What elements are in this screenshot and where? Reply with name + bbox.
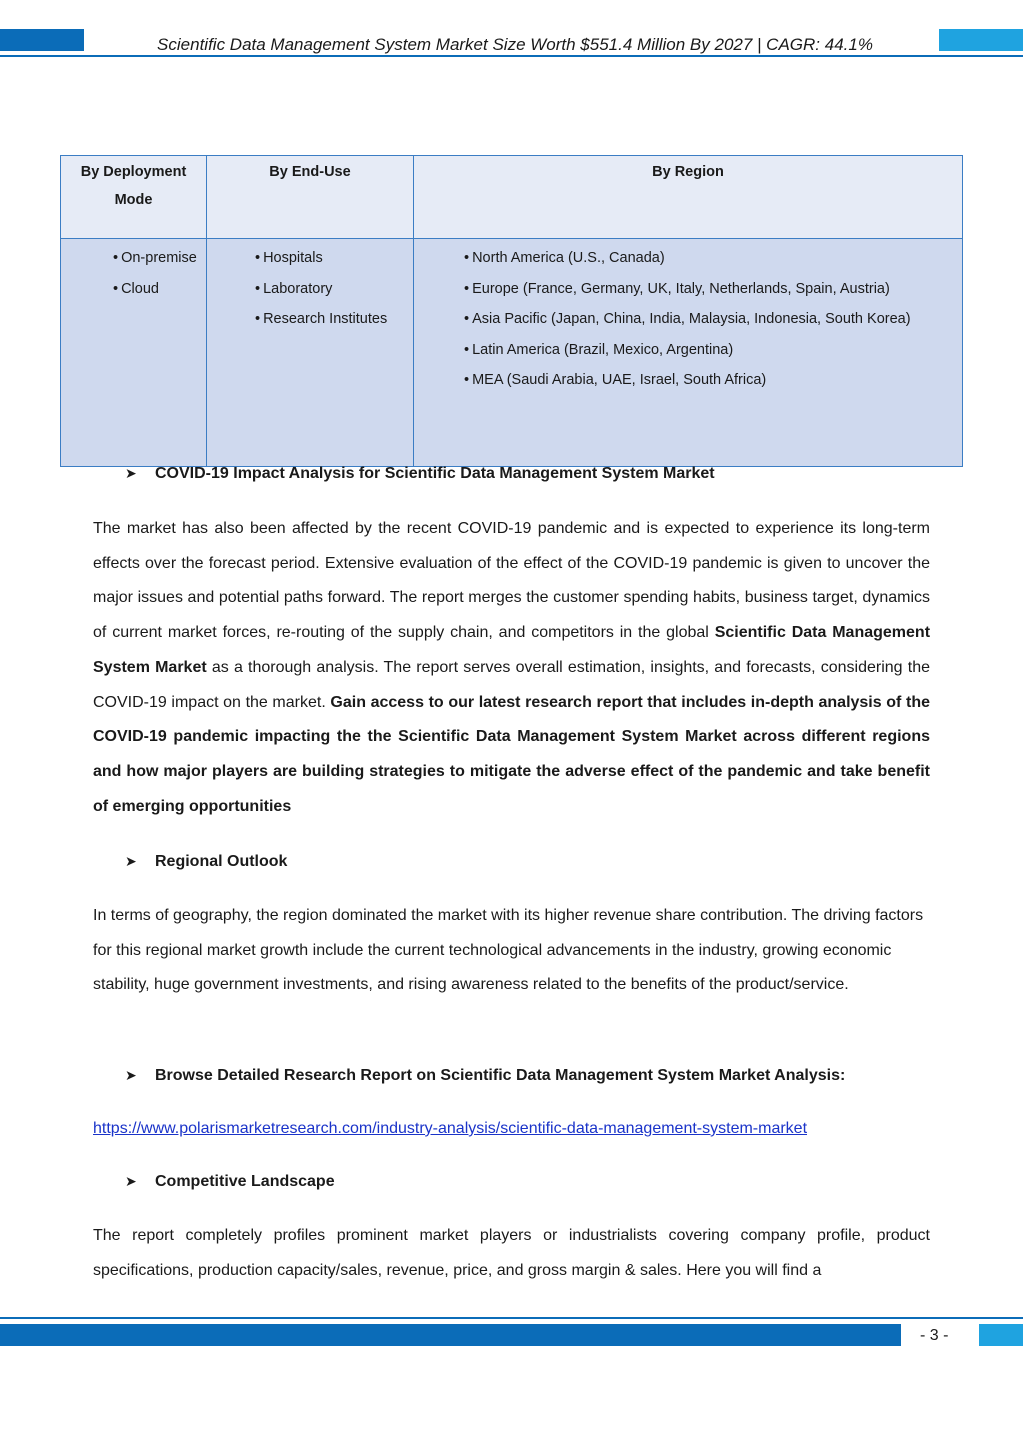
end-use-cell bbox=[207, 239, 414, 467]
covid-paragraph bbox=[93, 512, 930, 824]
arrow-bullet-icon: ➤ bbox=[125, 1173, 137, 1189]
arrow-bullet-icon: ➤ bbox=[125, 853, 137, 869]
region-cell bbox=[414, 239, 963, 467]
regional-paragraph: In terms of geography, the region dominated the market with its higher revenue share contribution. The driving factors for this regional market growth include the current technological advancements in the industry, growing economic stability, huge government investments, and rising awareness related to the benefits of the product/service. bbox=[93, 907, 924, 994]
list-item: • Hospitals bbox=[255, 243, 413, 274]
list-item: • On-premise bbox=[113, 243, 206, 274]
list-item: • MEA (Saudi Arabia, UAE, Israel, South Africa) bbox=[464, 365, 962, 396]
covid-heading bbox=[125, 465, 715, 483]
list-item: • Research Institutes bbox=[255, 304, 413, 335]
regional-heading-text: Regional Outlook bbox=[155, 853, 288, 870]
covid-text-bold-1: Scientific Data Management System Market bbox=[93, 624, 931, 676]
covid-text-2: as a thorough analysis. The report serves overall estimation, insights, and forecasts, considering the COVID-19 impact on the market. bbox=[93, 658, 930, 711]
deployment-cell bbox=[61, 239, 207, 467]
segmentation-table bbox=[60, 155, 963, 467]
header-rule bbox=[0, 55, 1023, 57]
list-item: • North America (U.S., Canada) bbox=[464, 243, 962, 274]
footer-rule bbox=[0, 1317, 1023, 1319]
footer-accent-right bbox=[979, 1324, 1023, 1346]
table-header-end-use: By End-Use bbox=[207, 156, 414, 239]
list-item: • Latin America (Brazil, Mexico, Argentina) bbox=[464, 335, 962, 366]
page-header-title: Scientific Data Management System Market Size Worth $551.4 Million By 2027 | CAGR: 44.1% bbox=[157, 35, 873, 54]
list-item: • Cloud bbox=[113, 274, 206, 305]
covid-heading-text: COVID-19 Impact Analysis for Scientific Data Management System Market bbox=[155, 465, 715, 482]
table-header-row bbox=[61, 156, 963, 239]
browse-heading-text: Browse Detailed Research Report on Scientific Data Management System Market Analysis: bbox=[155, 1067, 846, 1084]
arrow-bullet-icon: ➤ bbox=[125, 1067, 137, 1083]
region-list bbox=[414, 243, 962, 396]
list-item: • Laboratory bbox=[255, 274, 413, 305]
footer-accent-bar bbox=[0, 1324, 901, 1346]
list-item: • Europe (France, Germany, UK, Italy, Netherlands, Spain, Austria) bbox=[464, 274, 962, 305]
table-header-deployment: By Deployment Mode bbox=[61, 156, 207, 239]
report-link[interactable]: https://www.polarismarketresearch.com/industry-analysis/scientific-data-management-system-market bbox=[93, 1120, 808, 1137]
competitive-paragraph: The report completely profiles prominent market players or industrialists covering company profile, product specifications, production capacity/sales, revenue, price, and gross margin & sales. Here you will find a bbox=[93, 1227, 930, 1279]
header-accent-right bbox=[939, 29, 1023, 51]
competitive-heading-text: Competitive Landscape bbox=[155, 1173, 335, 1190]
regional-heading bbox=[125, 853, 287, 871]
end-use-list bbox=[207, 243, 413, 335]
table-row bbox=[61, 239, 963, 467]
list-item: • Asia Pacific (Japan, China, India, Malaysia, Indonesia, South Korea) bbox=[464, 304, 962, 335]
covid-text-1: The market has also been affected by the recent COVID-19 pandemic and is expected to experience its long-term effects over the forecast period. Extensive evaluation of the effect of the COVID-19 pandemic is given to uncover the major issues and potential paths forward. The report merges the customer spending habits, business target, dynamics of current market forces, re-routing of the supply chain, and competitors in the global bbox=[93, 520, 930, 642]
table-header-region: By Region bbox=[414, 156, 963, 239]
browse-heading bbox=[125, 1067, 845, 1085]
header-accent-left bbox=[0, 29, 84, 51]
competitive-heading bbox=[125, 1173, 335, 1191]
covid-text-bold-2: Gain access to our latest research report that includes in-depth analysis of the COVID-19 pandemic impacting the the Scientific Data Management System Market across different regions and how major players are building strategies to mitigate the adverse effect of the pandemic and take benefit of emerging opportunities bbox=[93, 693, 930, 815]
page-number: - 3 - bbox=[920, 1327, 949, 1344]
deployment-list bbox=[61, 243, 206, 304]
arrow-bullet-icon: ➤ bbox=[125, 465, 137, 481]
